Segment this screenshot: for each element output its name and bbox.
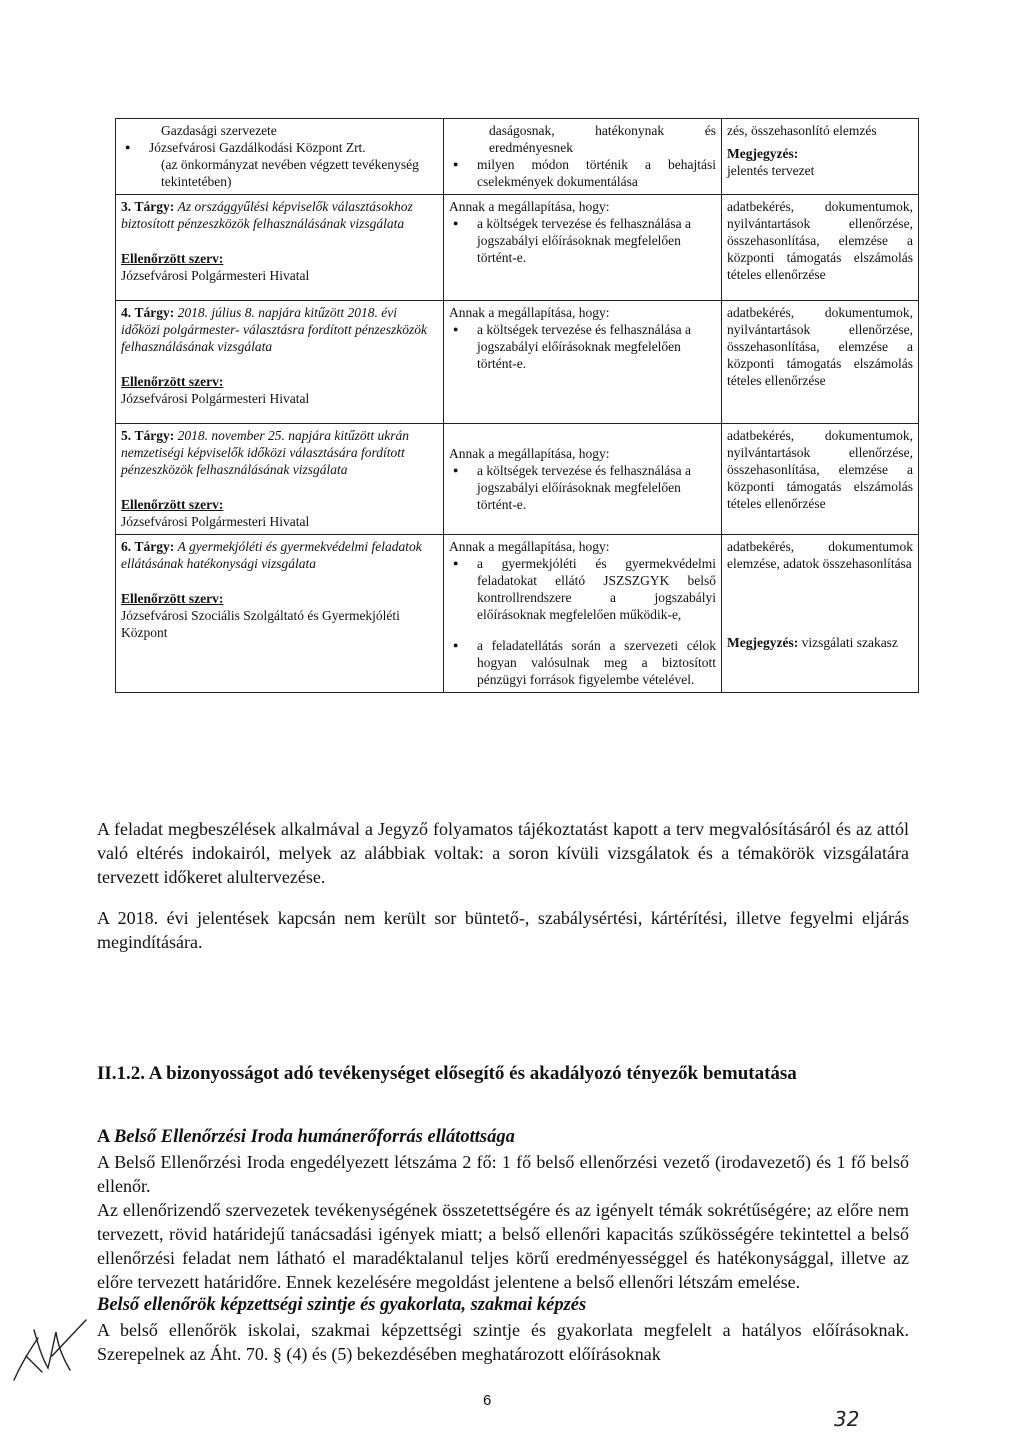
table-cell-method: adatbekérés, dokumentumok, nyilvántartások ellenőrzése, összehasonlítása, elemzése a központi támogatás elszámolás tételes ellenőrzése [722,301,919,424]
row-number: 6. [121,539,132,554]
table-cell-aim [444,535,722,693]
table-row [116,195,919,301]
audited-org: Józsefvárosi Polgármesteri Hivatal [121,514,310,529]
bullet-list [449,321,716,372]
aim-intro: Annak a megállapítása, hogy: [449,199,610,214]
table-cell-subject [116,535,444,693]
bullet-list [449,462,716,513]
audit-plan-table [115,118,919,693]
handwritten-page-number [832,1404,874,1432]
paragraph-block [97,1150,909,1294]
note-label: Megjegyzés: [727,146,799,161]
table-row [116,424,919,535]
table-row [116,301,919,424]
bullet-list [449,156,716,190]
row-number: 5. [121,428,132,443]
bullet-list [449,555,716,688]
list-item: ● a gyermekjóléti és gyermekvédelmi feladatokat ellátó JSZSZGYK belső kontrollrendszere a jogszabályi előírásoknak megfelelően működik-e, [449,555,716,623]
cell-line: (az önkormányzat nevében végzett tevékenység tekintetében) [161,157,419,189]
subject-text: 2018. november 25. napjára kitűzött ukrán nemzetiségi képviselők időközi választására fordított pénzeszközök felhasználásának vizsgálata [121,428,409,477]
list-item: ● a feladatellátás során a szervezeti célok hogyan valósulnak meg a biztosított pénzügyi források figyelembe vételével. [449,637,716,688]
table-cell-subject [116,195,444,301]
paragraph: A belső ellenőrök iskolai, szakmai képzettségi szintje és gyakorlata megfelelt a hatályos előírásoknak. Szerepelnek az Áht. 70. § (4) és (5) bekezdésében meghatározott előírásoknak [97,1320,909,1364]
audited-org: Józsefvárosi Szociális Szolgáltató és Gyermekjóléti Központ [121,608,400,640]
note-text: vizsgálati szakasz [801,635,898,650]
bullet-list [121,139,438,156]
subject-text: Az országgyűlési képviselők választásokhoz biztosított pénzeszközök felhasználásának vizsgálata [121,199,413,231]
audited-org-label: Ellenőrzött szerv: [121,591,224,606]
table-cell-aim [444,195,722,301]
subject-label: Tárgy: [134,199,175,214]
cell-line: daságosnak, hatékonynak és eredményesnek [489,123,716,155]
list-item: ● a költségek tervezése és felhasználása a jogszabályi előírásoknak megfelelően történt-e. [449,321,716,372]
list-item: ● milyen módon történik a behajtási cselekmények dokumentálása [449,156,716,190]
cell-line: adatbekérés, dokumentumok elemzése, adatok összehasonlítása [727,539,913,571]
list-item: ● a költségek tervezése és felhasználása a jogszabályi előírásoknak megfelelően történt-e. [449,215,716,266]
aim-intro: Annak a megállapítása, hogy: [449,539,610,554]
subject-label: Tárgy: [134,305,175,320]
paragraph: Az ellenőrizendő szervezetek tevékenységének összetettségére és az igényelt témák sokrétűségére; az előre nem tervezett, rövid határidejű tanácsadási igények miatt; a belső ellenőri kapacitás szűkösségére tekintettel a belső ellenőrzési feladat nem látható el maradéktalanul teljes körű eredményességgel és hatékonysággal, illetve az előre tervezett határidőre. Ennek kezelésére megoldást jelentene a belső ellenőri létszám emelése. [97,1200,909,1292]
bullet-list [449,215,716,266]
paragraph: A feladat megbeszélések alkalmával a Jegyző folyamatos tájékoztatást kapott a terv megvalósításáról és az attól való eltérés indokairól, melyek az alábbiak voltak: a soron kívüli vizsgálatok és a témakörök vizsgálatára tervezett időkeret alultervezése. [97,819,909,887]
note-text: jelentés tervezet [727,163,815,178]
table-row [116,119,919,195]
subsection-heading [97,1127,515,1148]
table-row [116,535,919,693]
subject-label: Tárgy: [134,428,175,443]
list-item: ● a költségek tervezése és felhasználása a jogszabályi előírásoknak megfelelően történt-e. [449,462,716,513]
table-cell-aim [444,301,722,424]
cell-line: Gazdasági szervezete [161,123,277,138]
table-cell-aim [444,424,722,535]
audited-org-label: Ellenőrzött szerv: [121,251,224,266]
page-number: 6 [483,1392,492,1409]
list-item: ● Józsefvárosi Gazdálkodási Központ Zrt. [121,139,438,156]
subject-text: 2018. július 8. napjára kitűzött 2018. évi időközi polgármester- választásra fordított pénzeszközök felhasználásának vizsgálata [121,305,427,354]
row-number: 3. [121,199,132,214]
audited-org-label: Ellenőrzött szerv: [121,374,224,389]
audited-org-label: Ellenőrzött szerv: [121,497,224,512]
subsection-heading: Belső ellenőrök képzettségi szintje és gyakorlata, szakmai képzés [97,1295,587,1315]
audited-org: Józsefvárosi Polgármesteri Hivatal [121,391,310,406]
table-cell-method [722,119,919,195]
table-cell-aim [444,119,722,195]
handwritten-number-text: 32 [834,1407,860,1431]
table-cell-method: adatbekérés, dokumentumok, nyilvántartások ellenőrzése, összehasonlítása, elemzése a központi támogatás elszámolás tételes ellenőrzése [722,195,919,301]
subsection-heading-italic: Belső Ellenőrzési Iroda humánerőforrás ellátottsága [113,1127,515,1147]
aim-intro: Annak a megállapítása, hogy: [449,446,610,461]
table-cell-method: adatbekérés, dokumentumok, nyilvántartások ellenőrzése, összehasonlítása, elemzése a központi támogatás elszámolás tételes ellenőrzése [722,424,919,535]
table-cell-subject [116,301,444,424]
table-cell-method [722,535,919,693]
paragraph: A 2018. évi jelentések kapcsán nem került sor büntető-, szabálysértési, kártérítési, illetve fegyelmi eljárás megindítására. [97,908,909,952]
aim-intro: Annak a megállapítása, hogy: [449,305,610,320]
table-cell-entity [116,119,444,195]
audited-org: Józsefvárosi Polgármesteri Hivatal [121,268,310,283]
cell-line: zés, összehasonlító elemzés [727,123,877,138]
table-cell-subject [116,424,444,535]
signature-mark [8,1310,94,1390]
paragraph: A Belső Ellenőrzési Iroda engedélyezett létszáma 2 fő: 1 fő belső ellenőrzési vezető (irodavezető) és 1 fő belső ellenőr. [97,1152,909,1196]
row-number: 4. [121,305,132,320]
subject-text: A gyermekjóléti és gyermekvédelmi feladatok ellátásának hatékonysági vizsgálata [121,539,422,571]
subject-label: Tárgy: [134,539,175,554]
note-label: Megjegyzés: [727,635,799,650]
subsection-heading-prefix: A [97,1127,114,1147]
section-heading: II.1.2. A bizonyosságot adó tevékenységet elősegítő és akadályozó tényezők bemutatása [97,1063,797,1084]
